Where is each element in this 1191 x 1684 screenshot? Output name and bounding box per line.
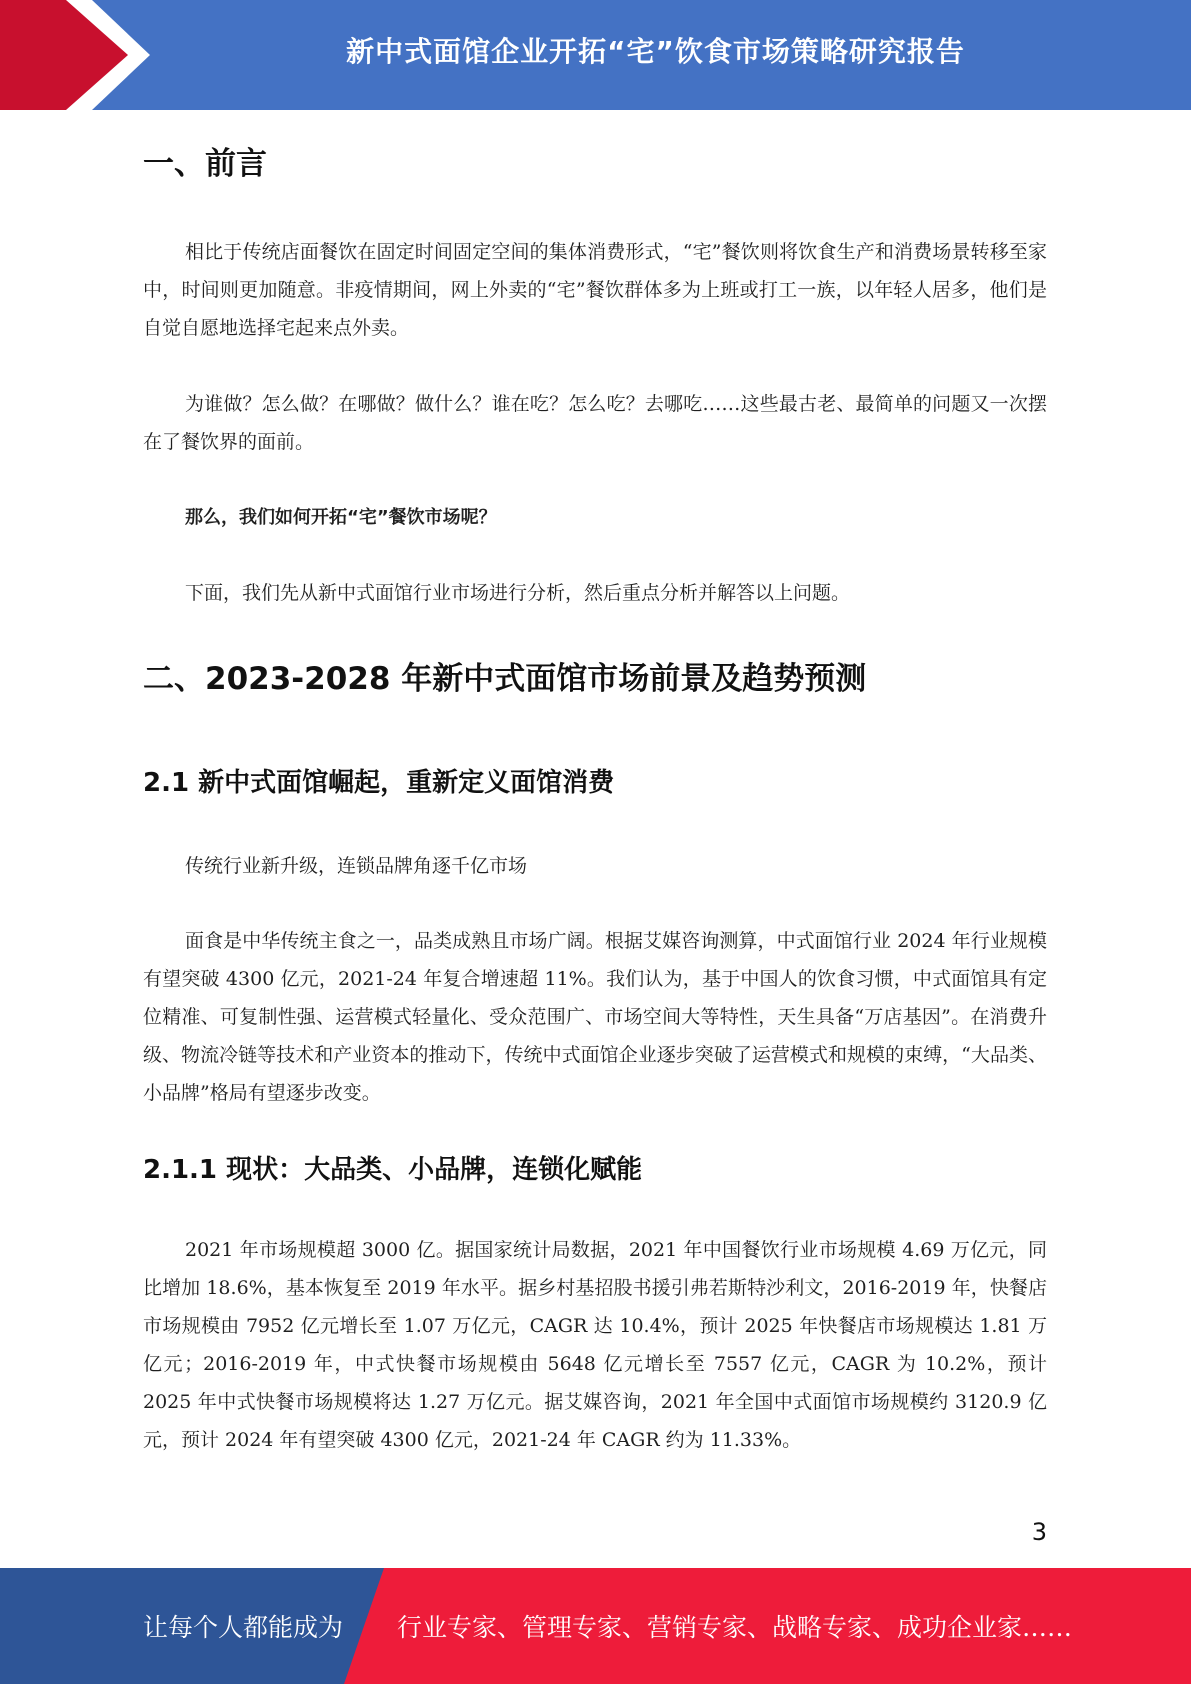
section2-1-1-heading: 2.1.1 现状：大品类、小品牌，连锁化赋能: [143, 1155, 643, 1185]
header-banner: [0, 0, 1191, 110]
section1-question: 那么，我们如何开拓“宅”餐饮市场呢？: [185, 507, 497, 528]
section2-heading: 二、2023-2028 年新中式面馆市场前景及趋势预测: [143, 661, 867, 697]
section1-paragraph-2: 为谁做？怎么做？在哪做？做什么？谁在吃？怎么吃？去哪吃……这些最古老、最简单的问题又一次摆在了餐饮界的面前。: [143, 393, 1047, 453]
footer-banner: [0, 1568, 1191, 1684]
document-title: 新中式面馆企业开拓“宅”饮食市场策略研究报告: [346, 35, 965, 68]
page-number: 3: [1031, 1518, 1047, 1546]
section1-paragraph-1: 相比于传统店面餐饮在固定时间固定空间的集体消费形式，“宅”餐饮则将饮食生产和消费场景转移至家中，时间则更加随意。非疫情期间，网上外卖的“宅”餐饮群体多为上班或打工一族，以年轻人居多，他们是自觉自愿地选择宅起来点外卖。: [143, 241, 1047, 339]
footer-slogan-left: 让每个人都能成为: [143, 1613, 344, 1642]
section1-heading: 一、前言: [143, 146, 267, 182]
footer-slogan-right: 行业专家、管理专家、营销专家、战略专家、成功企业家……: [397, 1613, 1073, 1642]
section2-1-1-body: 2021 年市场规模超 3000 亿。据国家统计局数据，2021 年中国餐饮行业市场规模 4.69 万亿元，同比增加 18.6%，基本恢复至 2019 年水平。据乡村基招股书援引弗若斯特沙利文，2016-2019 年，快餐店市场规模由 7952 亿元增长至 1.07 万亿元，CAGR 达 10.4%，预计 2025 年快餐店市场规模达 1.81 万亿元；2016-2019 年，中式快餐市场规模由 5648 亿元增长至 7557 亿元，CAGR 为 10.2%，预计 2025 年中式快餐市场规模将达 1.27 万亿元。据艾媒咨询，2021 年全国中式面馆市场规模约 3120.9 亿元，预计 2024 年有望突破 4300 亿元，2021-24 年 CAGR 约为 11.33%。: [143, 1239, 1047, 1451]
section2-1-lead: 传统行业新升级，连锁品牌角逐千亿市场: [185, 855, 528, 877]
section1-closing: 下面，我们先从新中式面馆行业市场进行分析，然后重点分析并解答以上问题。: [185, 582, 851, 604]
red-chevron-decoration: [0, 0, 160, 110]
section2-1-body: 面食是中华传统主食之一，品类成熟且市场广阔。根据艾媒咨询测算，中式面馆行业 2024 年行业规模有望突破 4300 亿元，2021-24 年复合增速超 11%。我们认为，基于中国人的饮食习惯，中式面馆具有定位精准、可复制性强、运营模式轻量化、受众范围广、市场空间大等特性，天生具备“万店基因”。在消费升级、物流冷链等技术和产业资本的推动下，传统中式面馆企业逐步突破了运营模式和规模的束缚，“大品类、小品牌”格局有望逐步改变。: [143, 930, 1047, 1104]
section2-1-heading: 2.1 新中式面馆崛起，重新定义面馆消费: [143, 768, 615, 798]
